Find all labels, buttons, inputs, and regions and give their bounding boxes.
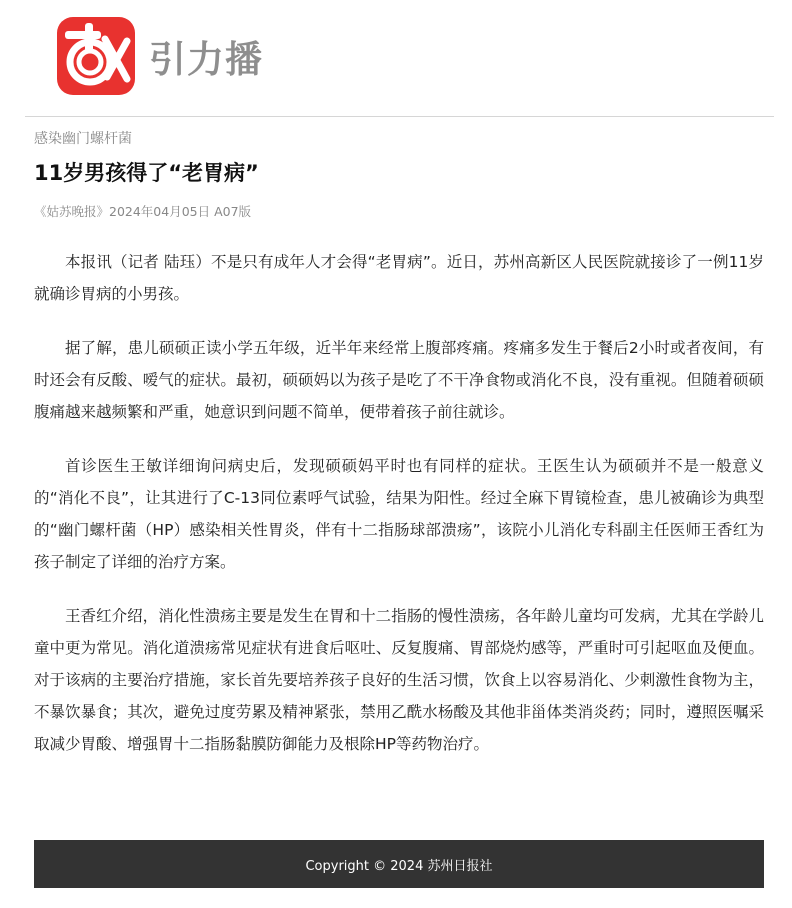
- article-paragraph: 本报讯（记者 陆珏）不是只有成年人才会得“老胃病”。近日，苏州高新区人民医院就接诊了一例11岁就确诊胃病的小男孩。: [34, 253, 764, 303]
- copyright-text: Copyright © 2024 苏州日报社: [305, 858, 493, 874]
- article-source: 《姑苏晚报》2024年04月05日 A07版: [34, 204, 252, 219]
- site-header: [57, 16, 263, 96]
- article-category: 感染幽门螺杆菌: [34, 131, 132, 147]
- article-paragraph: 首诊医生王敏详细询问病史后，发现硕硕妈平时也有同样的症状。王医生认为硕硕并不是一般意义的“消化不良”，让其进行了C-13同位素呼气试验，结果为阳性。经过全麻下胃镜检查，患儿被确诊为典型的“幽门螺杆菌（HP）感染相关性胃炎，伴有十二指肠球部溃疡”，该院小儿消化专科副主任医师王香红为孩子制定了详细的治疗方案。: [34, 457, 764, 571]
- article-paragraph: 据了解，患儿硕硕正读小学五年级，近半年来经常上腹部疼痛。疼痛多发生于餐后2小时或者夜间，有时还会有反酸、嗳气的症状。最初，硕硕妈以为孩子是吃了不干净食物或消化不良，没有重视。但随着硕硕腹痛越来越频繁和严重，她意识到问题不简单，便带着孩子前往就诊。: [34, 339, 764, 421]
- page-footer: [34, 840, 764, 888]
- article-paragraph: 王香红介绍，消化性溃疡主要是发生在胃和十二指肠的慢性溃疡，各年龄儿童均可发病，尤其在学龄儿童中更为常见。消化道溃疡常见症状有进食后呕吐、反复腹痛、胃部烧灼感等，严重时可引起呕血及便血。对于该病的主要治疗措施，家长首先要培养孩子良好的生活习惯，饮食上以容易消化、少刺激性食物为主，不暴饮暴食；其次，避免过度劳累及精神紧张，禁用乙酰水杨酸及其他非甾体类消炎药；同时，遵照医嘱采取减少胃酸、增强胃十二指肠黏膜防御能力及根除HP等药物治疗。: [34, 607, 764, 753]
- yinli-logo-icon[interactable]: [57, 17, 135, 95]
- logo-text: 引力播: [149, 38, 263, 81]
- article-title: 11岁男孩得了“老胃病”: [34, 161, 259, 185]
- article: [34, 126, 764, 782]
- header-divider: [25, 116, 774, 117]
- article-body: [34, 246, 764, 760]
